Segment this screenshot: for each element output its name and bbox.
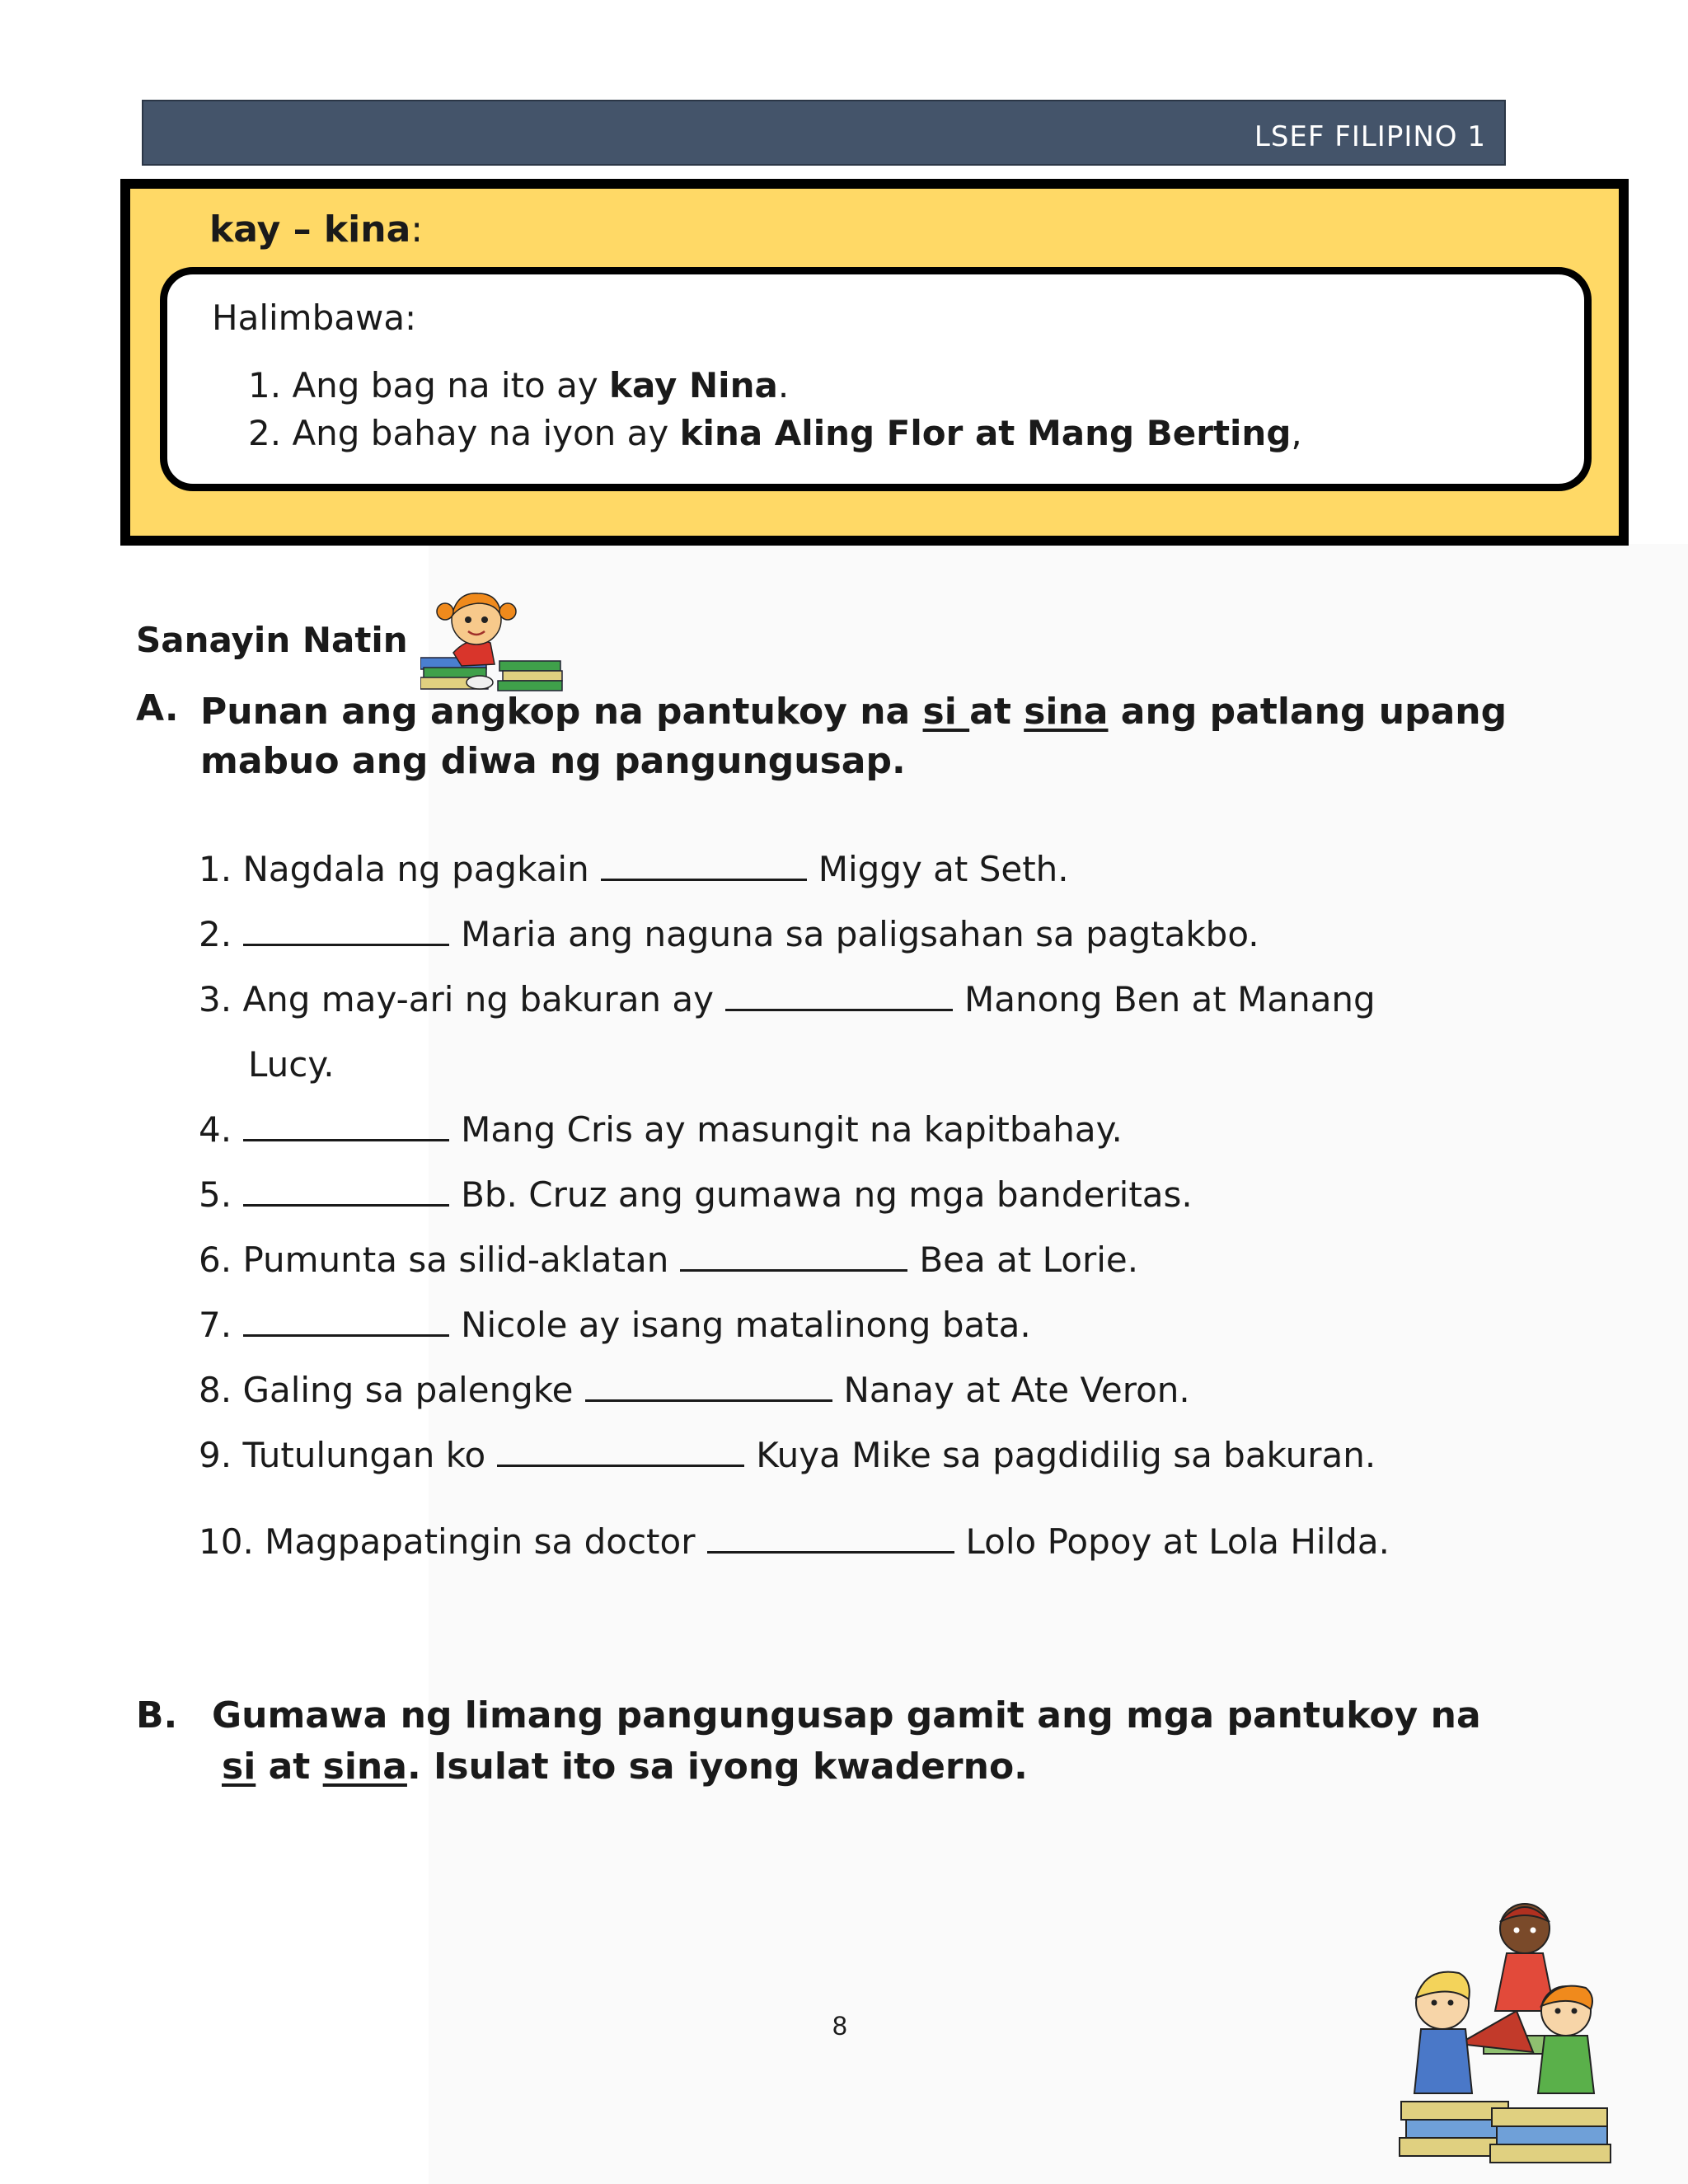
item-text-after: Miggy at Seth.	[818, 849, 1069, 889]
item-text-after: Nanay at Ate Veron.	[843, 1370, 1190, 1410]
example-number: 2.	[248, 413, 282, 453]
list-item	[199, 1305, 1031, 1345]
item-text-before: Pumunta sa silid-aklatan	[242, 1240, 669, 1280]
lesson-box	[120, 179, 1629, 546]
list-item	[199, 979, 1376, 1019]
section-a-instr-part: ang patlang upang	[1108, 691, 1507, 733]
answer-blank[interactable]	[707, 1521, 954, 1554]
practice-heading: Sanayin Natin	[136, 620, 408, 660]
item-text-before: Nagdala ng pagkain	[242, 849, 589, 889]
example-end: .	[777, 365, 790, 405]
section-b-sina: sina	[322, 1746, 407, 1788]
section-a-instr-line2: mabuo ang diwa ng pangungusap.	[200, 740, 906, 782]
example-text: Ang bag na ito ay	[292, 365, 610, 405]
item-text-after: Manong Ben at Manang	[964, 979, 1376, 1019]
answer-blank[interactable]	[585, 1370, 832, 1402]
section-b-at: at	[256, 1746, 323, 1788]
example-bold: kay Nina	[609, 365, 778, 405]
header-bar	[142, 100, 1506, 166]
item-number: 8.	[199, 1370, 232, 1410]
item-text-after: Bb. Cruz ang gumawa ng mga banderitas.	[461, 1174, 1193, 1215]
list-item	[199, 1109, 1123, 1150]
item-number: 10.	[199, 1521, 254, 1562]
answer-blank[interactable]	[680, 1240, 907, 1272]
item-text-after: Maria ang naguna sa paligsahan sa pagtakbo.	[461, 914, 1259, 954]
item-number: 7.	[199, 1305, 232, 1345]
item-number: 4.	[199, 1109, 232, 1150]
item-text-after: Mang Cris ay masungit na kapitbahay.	[461, 1109, 1123, 1150]
example-text: Ang bahay na iyon ay	[292, 413, 680, 453]
list-item	[199, 914, 1259, 954]
section-a-sina: sina	[1024, 691, 1109, 733]
example-number: 1.	[248, 365, 282, 405]
example-label: Halimbawa:	[212, 298, 417, 338]
item-text-after: Lolo Popoy at Lola Hilda.	[965, 1521, 1390, 1562]
answer-blank[interactable]	[725, 979, 953, 1011]
item-text-before: Ang may-ari ng bakuran ay	[242, 979, 714, 1019]
example-box	[160, 267, 1592, 491]
section-a-text	[200, 687, 1601, 786]
section-b-letter: B.	[136, 1694, 178, 1736]
answer-blank[interactable]	[243, 1305, 449, 1337]
item-number: 3.	[199, 979, 232, 1019]
page-number: 8	[832, 2011, 847, 2041]
list-item	[199, 1370, 1190, 1410]
section-b-line2-end: . Isulat ito sa iyong kwaderno.	[406, 1746, 1028, 1788]
kids-on-books-icon	[1393, 1887, 1640, 2168]
answer-blank[interactable]	[243, 1174, 449, 1207]
lesson-title-bold: kay – kina	[209, 209, 411, 251]
item-text-after: Bea at Lorie.	[919, 1240, 1139, 1280]
answer-blank[interactable]	[243, 1109, 449, 1141]
section-b-si: si	[222, 1746, 256, 1788]
item-number: 5.	[199, 1174, 232, 1215]
item-number: 1.	[199, 849, 232, 889]
lesson-title-suffix: :	[410, 209, 424, 251]
section-b-line1: Gumawa ng limang pangungusap gamit ang mga pantukoy na	[212, 1694, 1481, 1736]
girl-reading-icon	[420, 585, 569, 692]
item-text-before: Magpapatingin sa doctor	[265, 1521, 696, 1562]
item-text-after: Kuya Mike sa pagdidilig sa bakuran.	[756, 1435, 1376, 1475]
section-a-instr-part: Punan ang angkop na pantukoy na	[200, 691, 923, 733]
answer-blank[interactable]	[601, 849, 807, 881]
item-text-after: Nicole ay isang matalinong bata.	[461, 1305, 1031, 1345]
item-number: 2.	[199, 914, 232, 954]
example-end: ,	[1291, 413, 1302, 453]
section-b-line2	[222, 1746, 1028, 1788]
answer-blank[interactable]	[243, 914, 449, 946]
lesson-title	[209, 209, 423, 251]
list-item	[199, 849, 1069, 889]
list-item	[199, 1174, 1193, 1215]
item-number: 6.	[199, 1240, 232, 1280]
header-title: LSEF FILIPINO 1	[1254, 120, 1486, 153]
section-a-letter: A.	[136, 687, 179, 729]
example-item	[248, 365, 789, 405]
item-text-before: Galing sa palengke	[242, 1370, 574, 1410]
item-continuation: Lucy.	[248, 1044, 335, 1085]
list-item	[199, 1521, 1390, 1562]
answer-blank[interactable]	[497, 1435, 744, 1467]
list-item	[199, 1240, 1138, 1280]
item-text-before: Tutulungan ko	[242, 1435, 486, 1475]
example-item	[248, 413, 1302, 453]
list-item	[199, 1435, 1376, 1475]
example-bold: kina Aling Flor at Mang Berting	[679, 413, 1292, 453]
section-a-si: si	[922, 691, 970, 733]
item-number: 9.	[199, 1435, 232, 1475]
section-a-instr-part: at	[969, 691, 1025, 733]
